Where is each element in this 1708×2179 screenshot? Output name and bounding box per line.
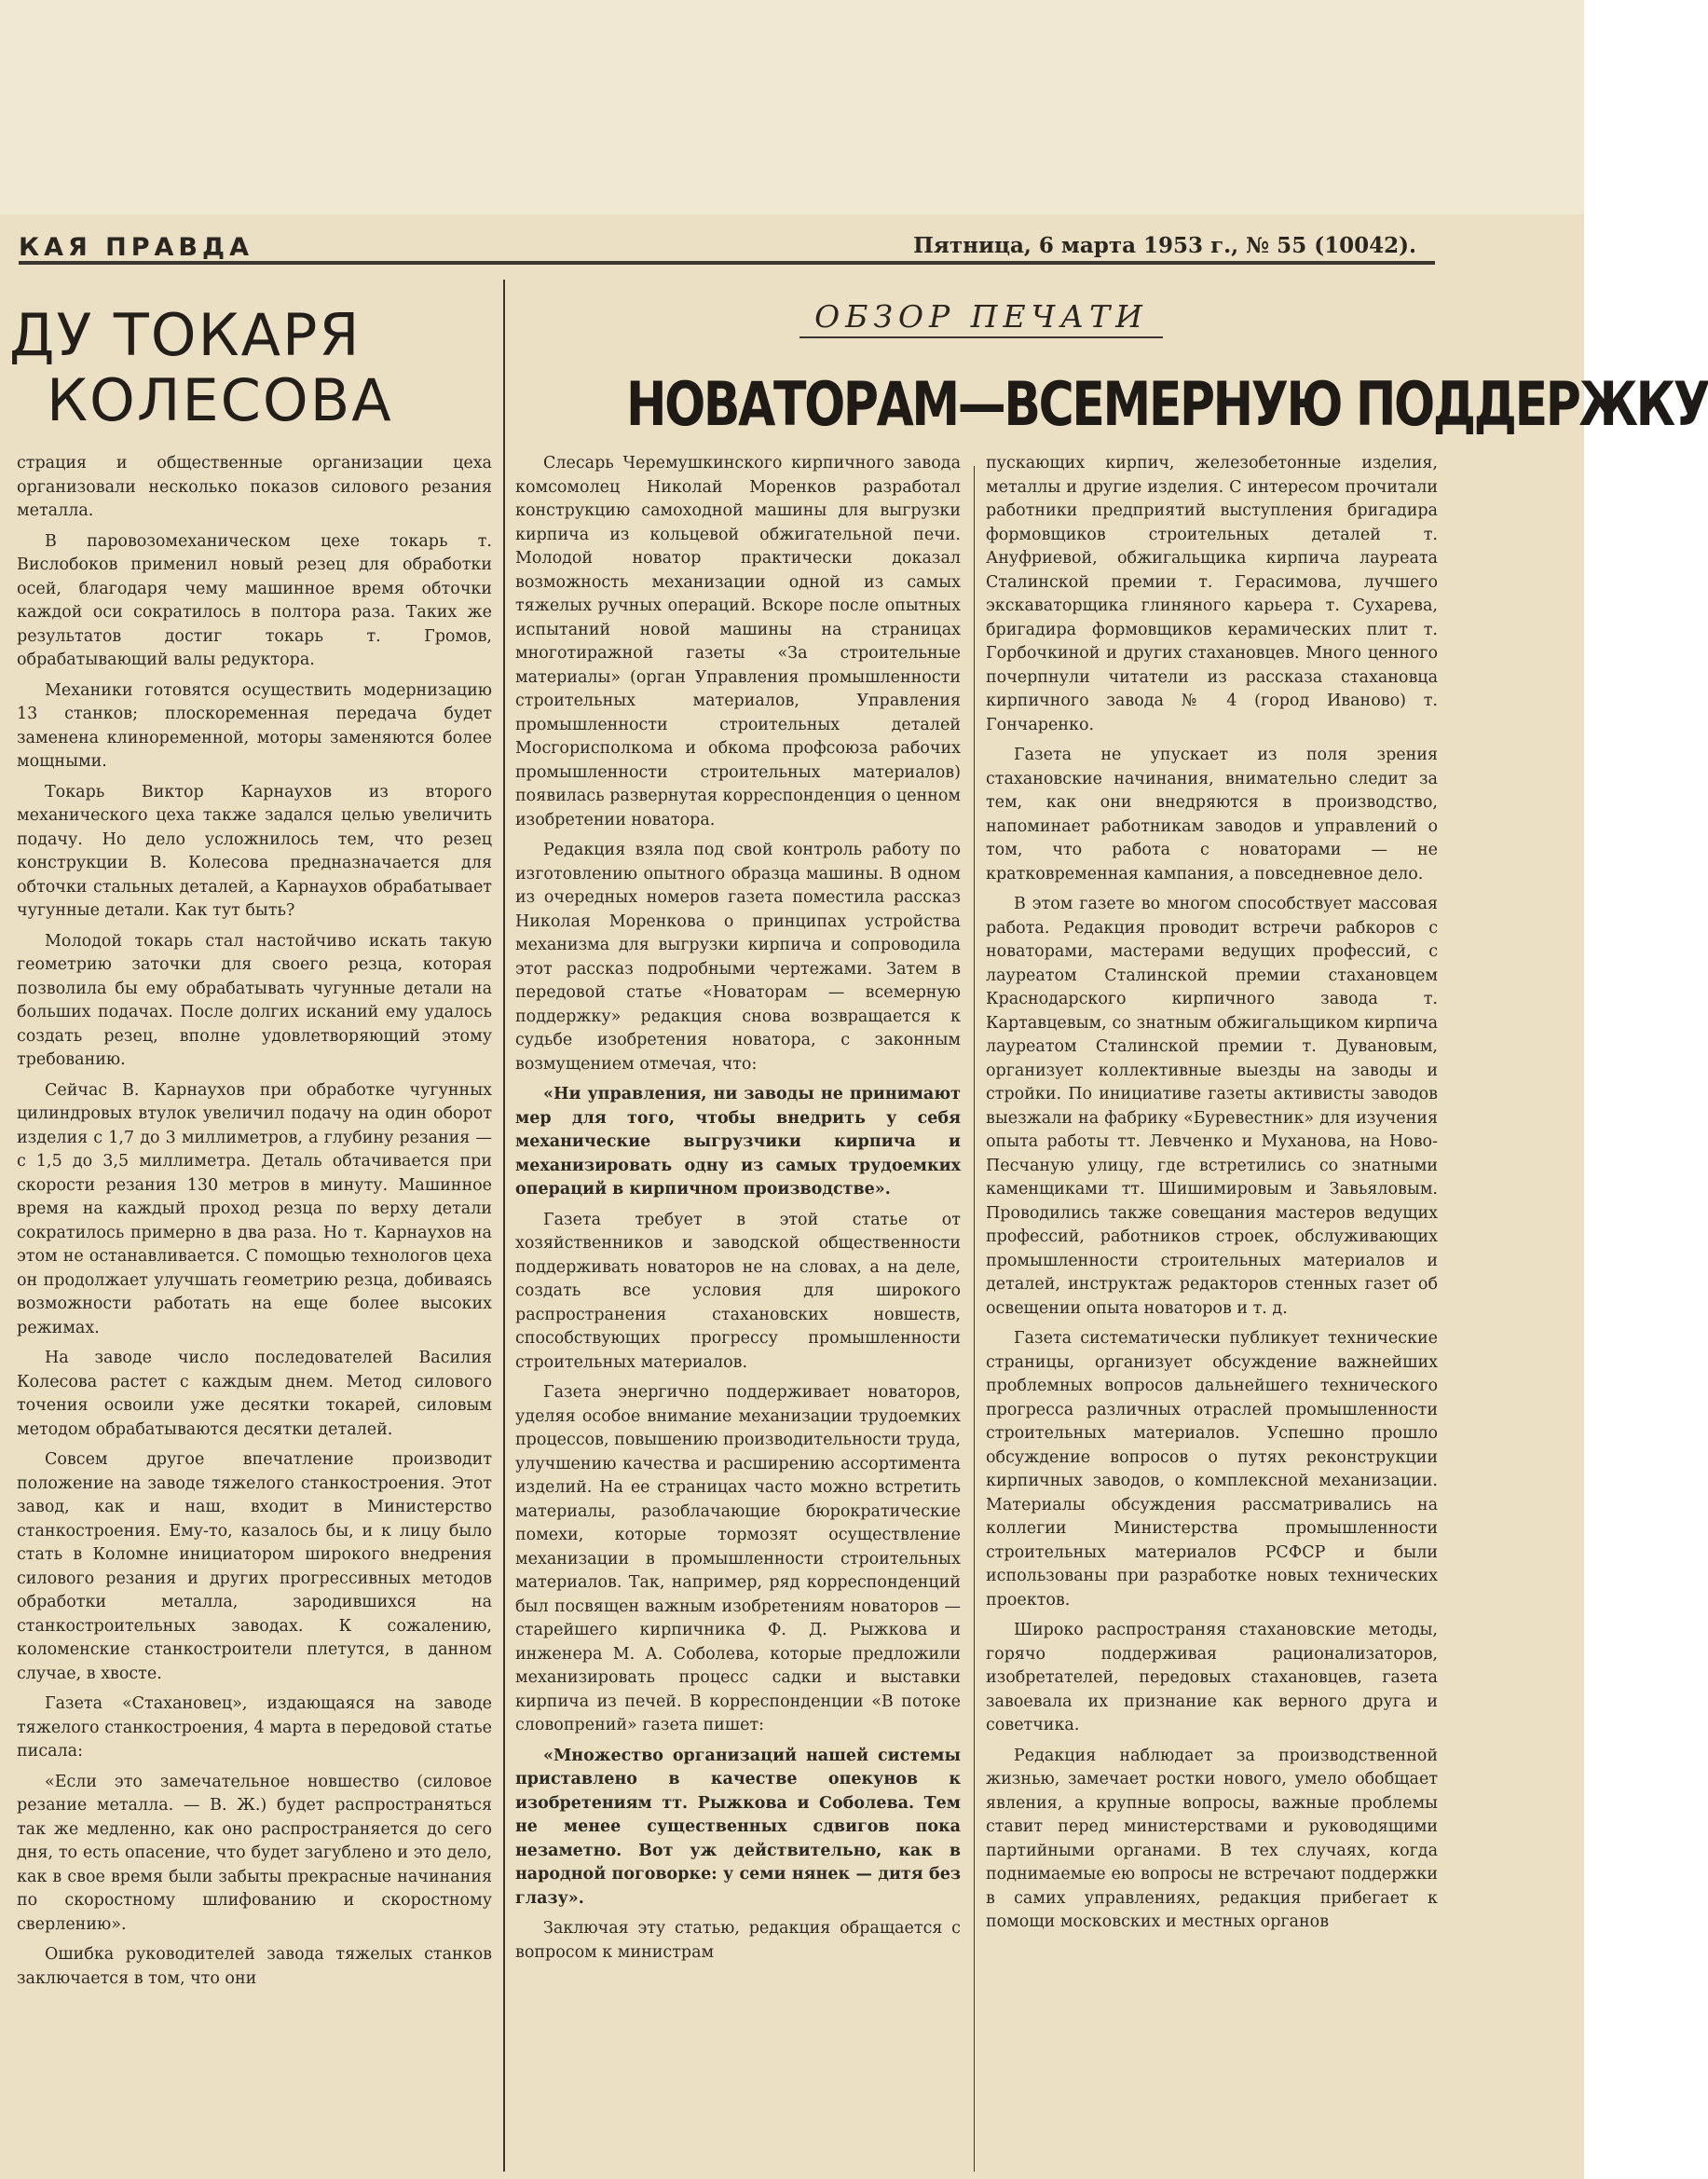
- paragraph: Газета требует в этой статье от хозяйственников и заводской общественности поддерживать новаторов не на словах, а на деле, создать все условия для широкого распространения стахановских новшеств, способствующих прогрессу промышленности строительных материалов.: [515, 1210, 961, 1372]
- column-divider: [503, 280, 505, 2172]
- paragraph: Газета энергично поддерживает новаторов, уделяя особое внимание механизации трудоемких процессов, повышению производительности труда, улучшению качества и расширению ассортимента изделий. На ее страницах часто можно встретить материалы, разоблачающие бюрократические помехи, которые тормозят осуществление механизации в промышленности строительных материалов. Так, например, ряд корреспонденций был посвящен важным изобретениям новаторов — старейшего кирпичника Ф. Д. Рыжкова и инженера М. А. Соболева, которые предложили механизировать процесс садки и выставки кирпича из печей. В корреспонденции «В потоке словопрений» газета пишет:: [515, 1383, 961, 1734]
- paragraph: Ошибка руководителей завода тяжелых станков заключается в том, что они: [17, 1945, 492, 1988]
- paragraph: Молодой токарь стал настойчиво искать такую геометрию заточки для своего резца, которая позволила бы ему обрабатывать чугунные детали на больших подачах. После долгих исканий ему удалось создать резец, вполне удовлетворяющий этому требованию.: [17, 931, 492, 1069]
- paragraph: Газета не упускает из поля зрения стахановские начинания, внимательно следит за тем, как они внедряются в производство, напоминает работникам заводов и управлений о том, что работа с новаторами — не кратковременная кампания, а повседневное дело.: [986, 746, 1438, 884]
- paragraph: Механики готовятся осуществить модернизацию 13 станков; плоскоременная передача будет заменена клиноременной, моторы заменяются более мощными.: [17, 680, 492, 771]
- paragraph: Газета систематически публикует технические страницы, организует обсуждение важнейших проблемных вопросов дальнейшего технического прогресса различных отраслей промышленности строительных материалов. Успешно прошло обсуждение вопросов о путях реконструкции кирпичных заводов, о комплексной механизации. Материалы обсуждения рассматривались на коллегии Министерства промышленности строительных материалов РСФСР и были использованы при разработке новых технических проектов.: [986, 1329, 1438, 1610]
- paragraph: пускающих кирпич, железобетонные изделия, металлы и другие изделия. С интересом прочитали работники предприятий выступления бригадира формовщиков строительных деталей т. Ануфриевой, обжигальщика кирпича лауреата Сталинской премии т. Герасимова, лучшего экскаваторщика глиняного карьера т. Сухарева, бригадира формовщиков керамических плит т. Горбочкиной и других стахановцев. Много ценного почерпнули читатели из рассказа стахановца кирпичного завода № 4 (город Иваново) т. Гончаренко.: [986, 454, 1438, 734]
- left-title-line-2: КОЛЕСОВА: [47, 366, 393, 434]
- paragraph: «Множество организаций нашей системы приставлено в качестве опекунов к изобретениям тт. Рыжкова и Соболева. Тем не менее существенных сдвигов пока незаметно. Вот уж действительно, как в народной поговорке: у семи нянек — дитя без глазу».: [515, 1746, 961, 1908]
- paragraph: Широко распространяя стахановские методы, горячо поддерживая рационализаторов, изобретателей, передовых стахановцев, газета завоевала их признание как верного друга и советчика.: [986, 1621, 1438, 1734]
- paragraph: В этом газете во многом способствует массовая работа. Редакция проводит встречи рабкоров с новаторами, мастерами ведущих профессий, с лауреатом Сталинской премии стахановцем Краснодарского кирпичного завода т. Картавцевым, со знатным обжигальщиком кирпича лауреатом Сталинской премии т. Дувановым, организует коллективные выезды на заводы и стройки. По инициативе газеты активисты заводов выезжали на фабрику «Буревестник» для изучения опыта работы тт. Левченко и Муханова, на Ново-Песчаную улицу, где встретились со знатными каменщиками тт. Шишимировым и Завьяловым. Проводились также совещания мастеров ведущих профессий, работников строек, обслуживающих промышленности строительных материалов и деталей, инструктаж редакторов стенных газет об освещении опыта новаторов и т. д.: [986, 895, 1438, 1318]
- paragraph: «Ни управления, ни заводы не принимают мер для того, чтобы внедрить у себя механические выгрузчики кирпича и механизировать одну из самых трудоемких операций в кирпичном производстве».: [515, 1085, 961, 1199]
- paragraph: Редакция наблюдает за производственной жизнью, замечает ростки нового, умело обобщает явления, а крупные вопросы, важные проблемы ставит перед министерствами и руководящими партийными органами. В тех случаях, когда поднимаемые ею вопросы не встречают поддержки в самих управлениях, редакция прибегает к помощи московских и местных органов: [986, 1746, 1438, 1931]
- review-headline: НОВАТОРАМ—ВСЕМЕРНУЮ ПОДДЕРЖКУ: [626, 370, 1708, 440]
- review-column-1: [515, 452, 961, 2176]
- left-article-body: [17, 452, 492, 2176]
- paragraph: В паровозомеханическом цехе токарь т. Вислобоков применил новый резец для обработки осей, благодаря чему машинное время обточки каждой оси сократилось в полтора раза. Таких же результатов достиг токарь т. Громов, обрабатывающий валы редуктора.: [17, 531, 492, 669]
- issue-date: Пятница, 6 марта 1953 г., № 55 (10042).: [913, 233, 1416, 258]
- section-rubric: ОБЗОР ПЕЧАТИ: [799, 298, 1163, 338]
- left-title-line-1: ДУ ТОКАРЯ: [9, 301, 362, 369]
- paragraph: «Если это замечательное новшество (силовое резание металла. — В. Ж.) будет распространяться так же медленно, как оно распространяется до сего дня, то есть опасение, что будет загублено и это дело, как в свое время были забыты прекрасные начинания по скоростному шлифованию и скоростному сверлению».: [17, 1772, 492, 1934]
- newspaper-title: КАЯ ПРАВДА: [19, 233, 253, 262]
- paragraph: Заключая эту статью, редакция обращается с вопросом к министрам: [515, 1919, 961, 1962]
- left-article-title: [9, 303, 494, 433]
- paragraph: Сейчас В. Карнаухов при обработке чугунных цилиндровых втулок увеличил подачу на один оборот изделия с 1,7 до 3 миллиметров, а глубину резания — с 1,5 до 3,5 миллиметра. Деталь обтачивается при скорости резания 130 метров в минуту. Машинное время на каждый проход резца по верху детали сократилось примерно в два раза. Но т. Карнаухов на этом не останавливается. С помощью технологов цеха он продолжает улучшать геометрию резца, добиваясь возможности работать на еще более высоких режимах.: [17, 1080, 492, 1337]
- paragraph: Слесарь Черемушкинского кирпичного завода комсомолец Николай Моренков разработал конструкцию самоходной машины для выгрузки кирпича из кольцевой обжигательной печи. Молодой новатор практически доказал возможность механизации одной из самых тяжелых ручных операций. Вскоре после опытных испытаний новой машины на страницах многотиражной газеты «За строительные материалы» (орган Управления промышленности строительных материалов, Управления промышленности строительных деталей Мосгорисполкома и обкома профсоюза рабочих промышленности строительных материалов) появилась развернутая корреспонденция о ценном изобретении новатора.: [515, 454, 961, 829]
- paragraph: Редакция взяла под свой контроль работу по изготовлению опытного образца машины. В одном из очередных номеров газета поместила рассказ Николая Моренкова о принципах устройства механизма для выгрузки кирпича и сопроводила этот рассказ подробными чертежами. Затем в передовой статье «Новаторам — всемерную поддержку» редакция снова возвращается к судьбе изобретения новатора, с законным возмущением отмечая, что:: [515, 841, 961, 1074]
- column-divider: [974, 466, 975, 2172]
- review-column-2: [986, 452, 1438, 2176]
- paragraph: Токарь Виктор Карнаухов из второго механического цеха также задался целью увеличить подачу. Но дело усложнилось тем, что резец конструкции В. Колесова предназначается для обточки стальных деталей, а Карнаухов обрабатывает чугунные детали. Как тут быть?: [17, 782, 492, 920]
- paragraph: Газета «Стахановец», издающаяся на заводе тяжелого станкостроения, 4 марта в передовой статье писала:: [17, 1694, 492, 1761]
- paragraph: Совсем другое впечатление производит положение на заводе тяжелого станкостроения. Этот завод, как и наш, входит в Министерство станкостроения. Ему-то, казалось бы, и к лицу было стать в Коломне инициатором широкого внедрения силового резания и других прогрессивных методов обработки металла, зародившихся на станкостроительных заводах. К сожалению, коломенские станкостроители плетутся, в данном случае, в хвосте.: [17, 1450, 492, 1683]
- paragraph: страция и общественные организации цеха организовали несколько показов силового резания металла.: [17, 454, 492, 520]
- masthead: [19, 233, 1435, 265]
- paragraph: На заводе число последователей Василия Колесова растет с каждым днем. Метод силового точения освоили уже десятки токарей, силовым методом обрабатываются десятки деталей.: [17, 1349, 492, 1439]
